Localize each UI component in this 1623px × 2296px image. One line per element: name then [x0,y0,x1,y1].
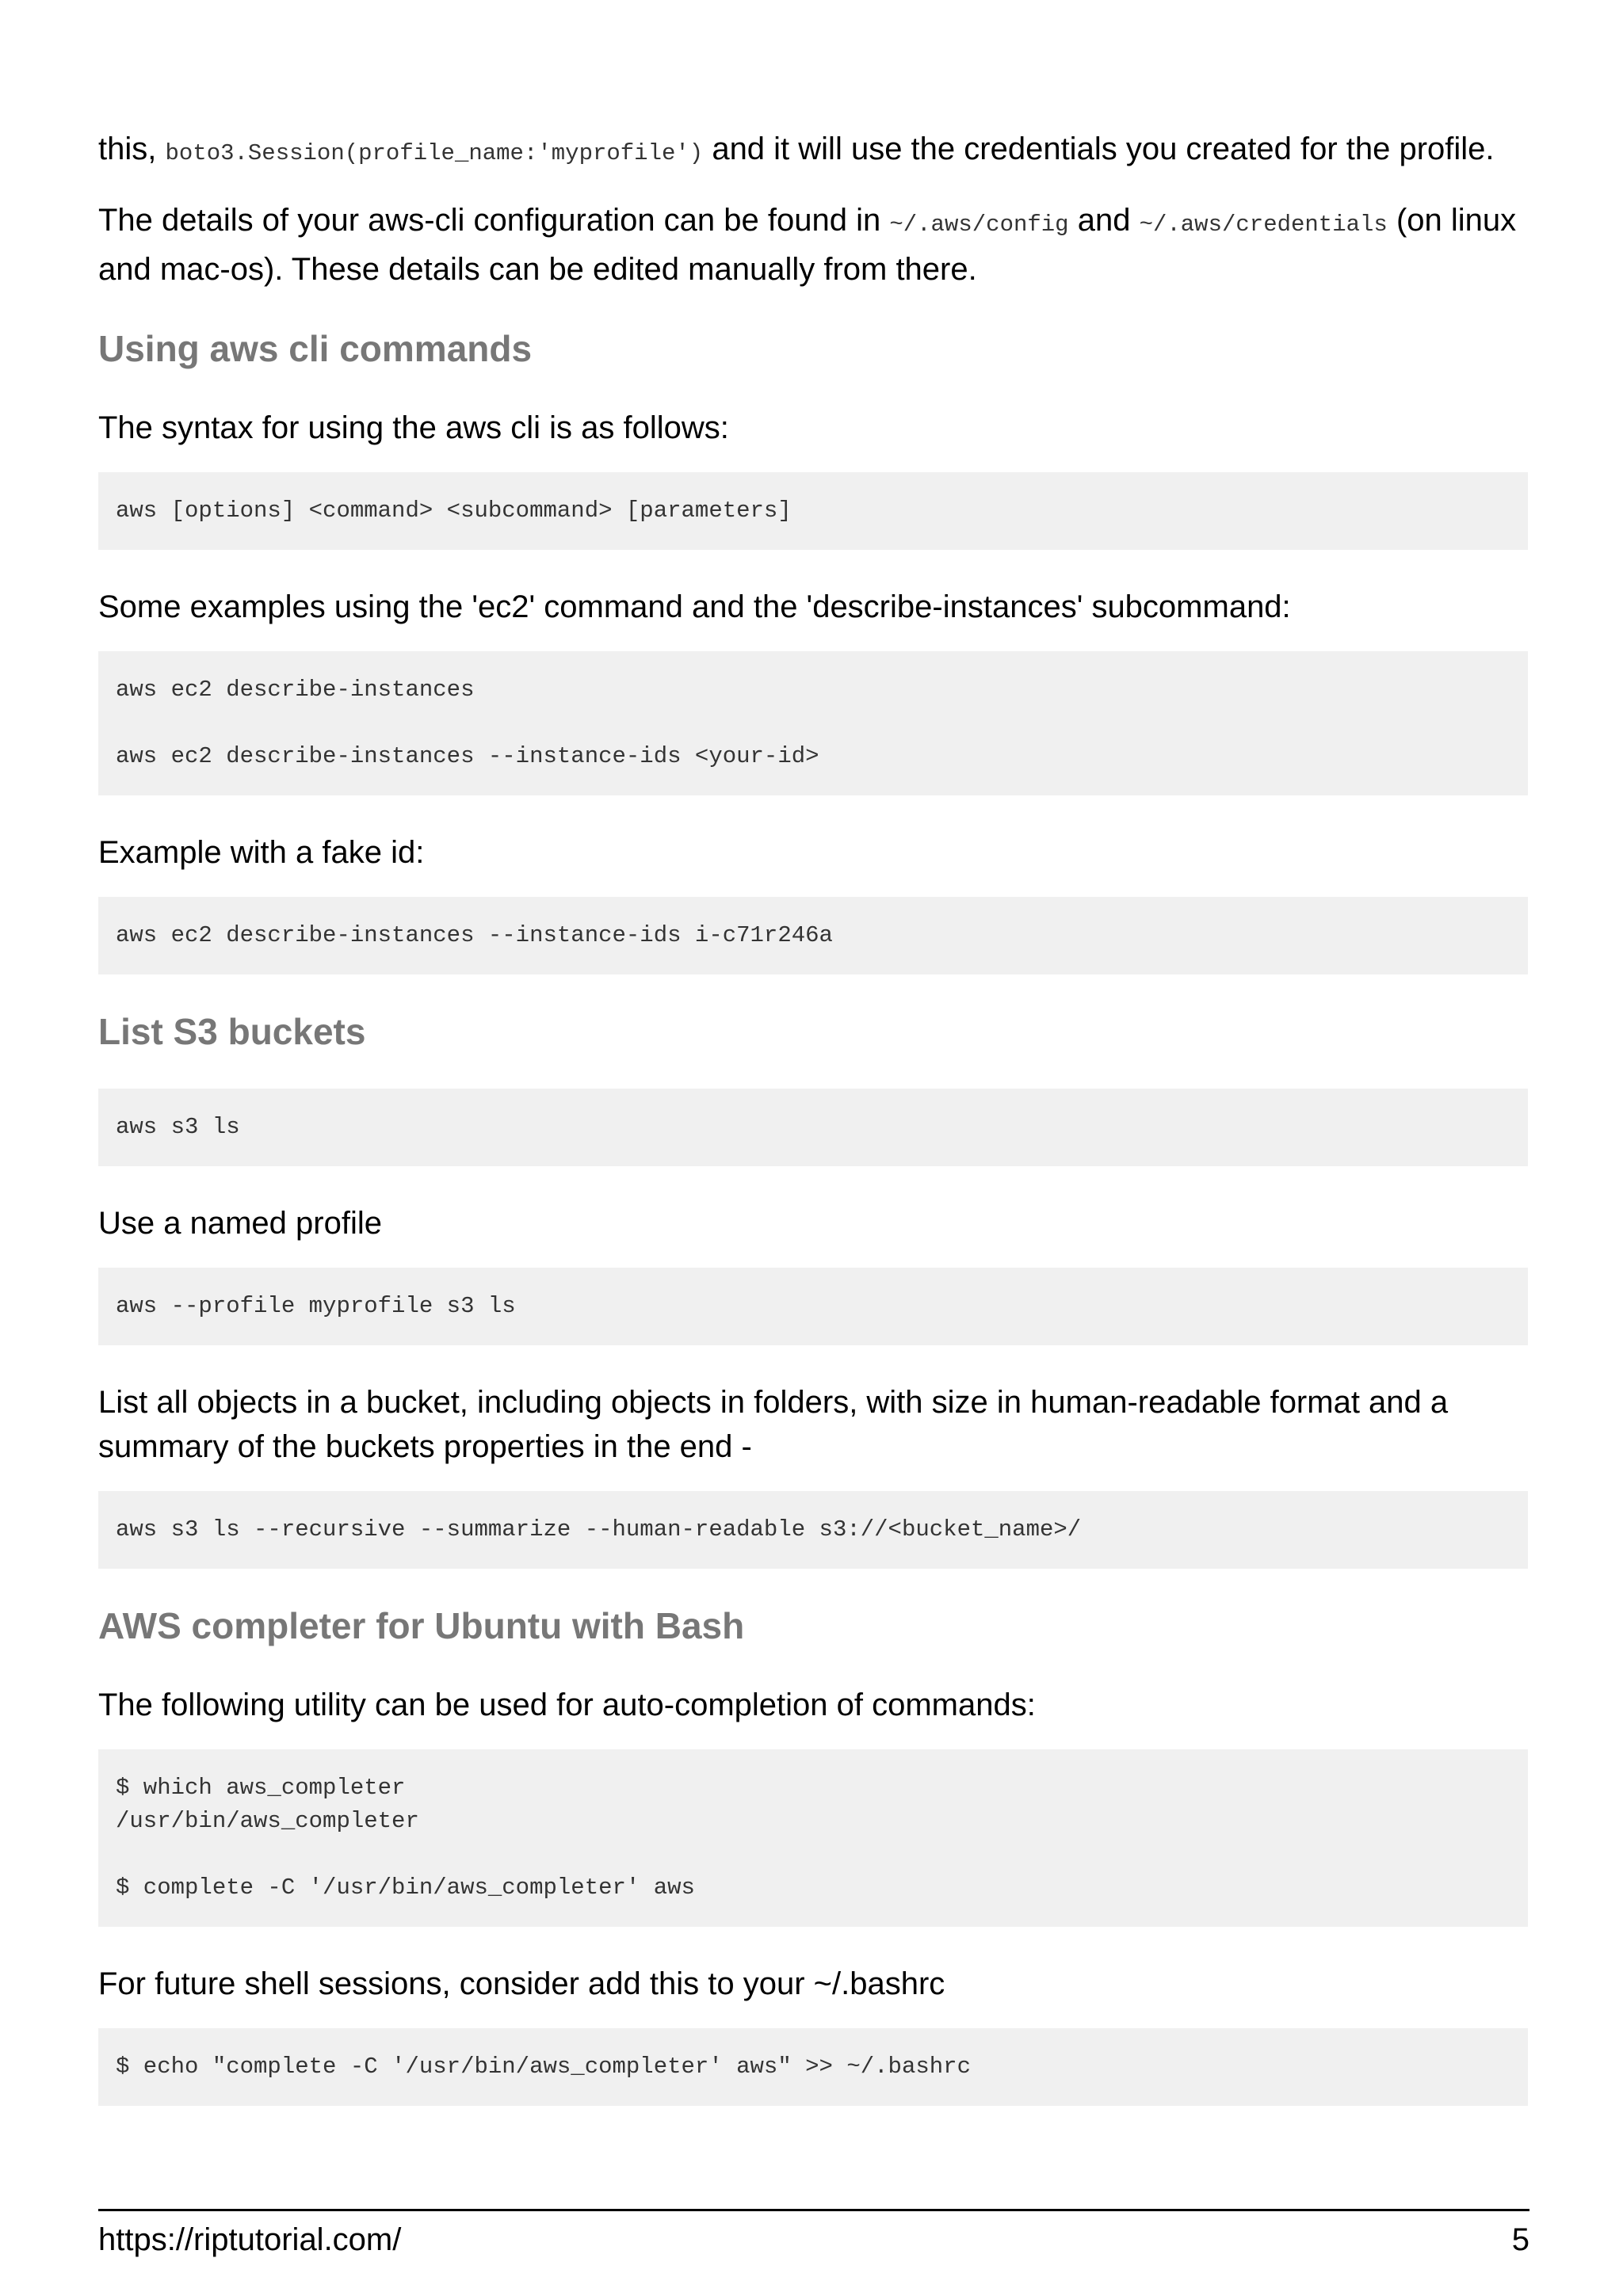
code-line: $ complete -C '/usr/bin/aws_completer' aws [116,1875,695,1901]
code-line: aws ec2 describe-instances [116,677,475,703]
code-block-named-profile [98,1268,1528,1345]
code-block-examples [98,651,1528,795]
code-line: aws s3 ls [116,1114,240,1140]
list-objects-paragraph: List all objects in a bucket, including objects in folders, with size in human-readable format and a summary of the buckets properties in the end - [98,1385,1449,1464]
code-line: aws [options] <command> <subcommand> [parameters] [116,498,792,524]
text-span: and [1068,203,1140,238]
code-line: $ which aws_completer [116,1775,406,1801]
code-block-list-objects [98,1491,1528,1569]
text-span: (on linux and mac-os). These details can be edited manually from there. [98,203,1517,287]
inline-code: ~/.aws/credentials [1139,212,1388,238]
code-line: aws ec2 describe-instances --instance-ids <your-id> [116,743,819,769]
page-content [98,127,1528,2106]
footer-url[interactable]: https://riptutorial.com/ [98,2222,402,2257]
section-heading-list-s3: List S3 buckets [98,1011,366,1052]
code-line: $ echo "complete -C '/usr/bin/aws_completer' aws" >> ~/.bashrc [116,2054,971,2080]
text-span: The details of your aws-cli configuration can be found in [98,203,890,238]
examples-paragraph: Some examples using the 'ec2' command and the 'describe-instances' subcommand: [98,589,1291,624]
section-heading-using-cli: Using aws cli commands [98,328,533,369]
code-line [116,1838,1510,1871]
intro-paragraph-2 [98,198,1528,292]
code-line: aws --profile myprofile s3 ls [116,1293,516,1319]
code-line: aws s3 ls --recursive --summarize --human-readable s3://<bucket_name>/ [116,1516,1082,1543]
code-block-completer [98,1749,1528,1927]
page-number: 5 [1511,2222,1529,2257]
code-block-syntax [98,472,1528,550]
named-profile-paragraph: Use a named profile [98,1206,382,1241]
code-line [116,707,1510,740]
section-heading-completer: AWS completer for Ubuntu with Bash [98,1605,745,1646]
text-span: and it will use the credentials you created for the profile. [703,132,1495,166]
fake-id-paragraph: Example with a fake id: [98,835,425,870]
code-block-bashrc [98,2028,1528,2106]
completer-paragraph: The following utility can be used for auto-completion of commands: [98,1688,1036,1722]
inline-code: boto3.Session(profile_name:'myprofile') [165,140,704,166]
code-line: /usr/bin/aws_completer [116,1808,419,1834]
page-footer [98,2209,1529,2260]
inline-code: ~/.aws/config [889,212,1069,238]
intro-paragraph-1 [98,127,1528,176]
code-line: aws ec2 describe-instances --instance-ids i-c71r246a [116,922,833,948]
text-span: this, [98,132,166,166]
code-block-fake-id [98,897,1528,974]
syntax-paragraph: The syntax for using the aws cli is as follows: [98,410,729,445]
bashrc-paragraph: For future shell sessions, consider add this to your ~/.bashrc [98,1966,945,2001]
code-block-s3-ls [98,1089,1528,1166]
